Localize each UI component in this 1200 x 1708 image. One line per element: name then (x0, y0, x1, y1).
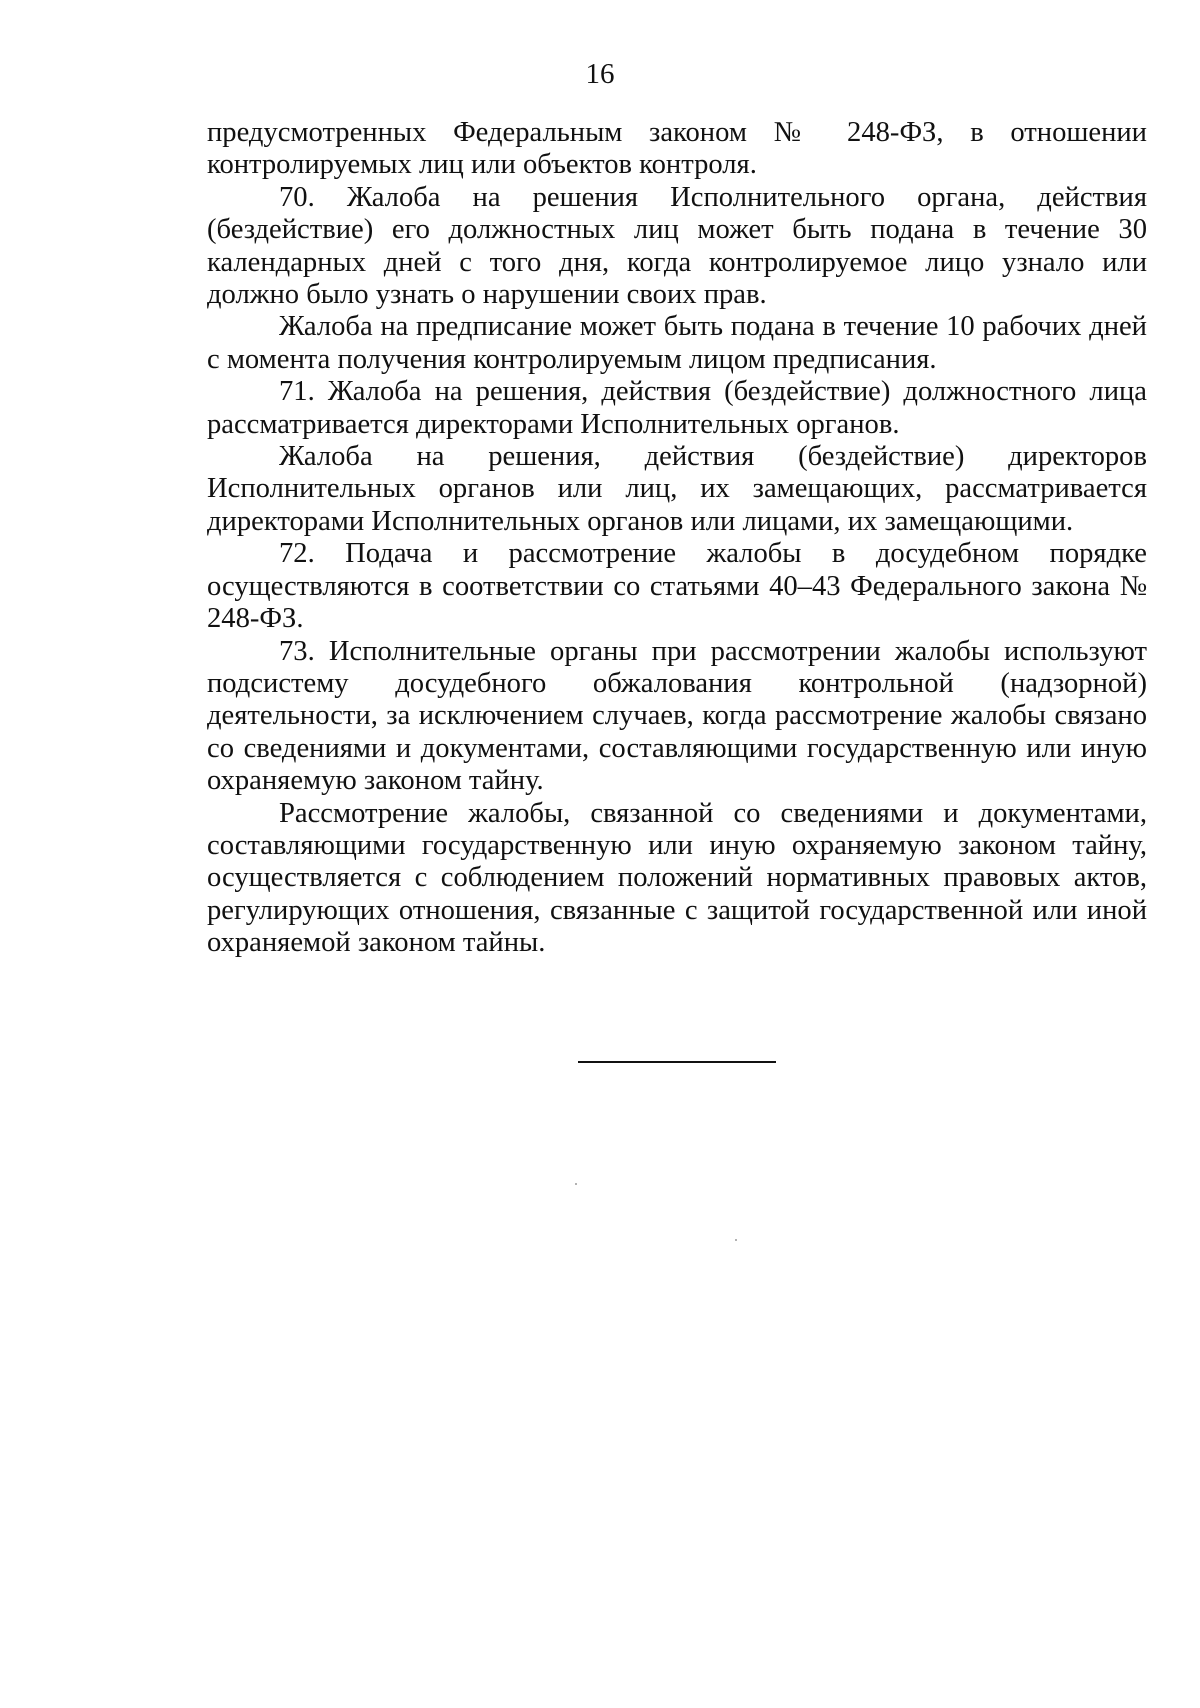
paragraph-73-secrecy: Рассмотрение жалобы, связанной со сведениями и документами, составляющими государственную или иную охраняемую законом тайну, осуществляется с соблюдением положений нормативных правовых актов, регулирующих отношения, связанные с защитой государственной или иной охраняемой законом тайны. (207, 797, 1147, 959)
paragraph-70: 70. Жалоба на решения Исполнительного органа, действия (бездействие) его должностных лиц может быть подана в течение 30 календарных дней с того дня, когда контролируемое лицо узнало или должно было узнать о нарушении своих прав. (207, 181, 1147, 311)
paragraph-71: 71. Жалоба на решения, действия (бездействие) должностного лица рассматривается директорами Исполнительных органов. (207, 376, 1147, 440)
end-of-document-rule (578, 1061, 776, 1063)
paragraph-71-directors: Жалоба на решения, действия (бездействие) директоров Исполнительных органов или лиц, их замещающих, рассматривается директорами Исполнительных органов или лицами, их замещающими. (207, 441, 1147, 537)
paragraph-73: 73. Исполнительные органы при рассмотрении жалобы используют подсистему досудебного обжалования контрольной (надзорной) деятельности, за исключением случаев, когда рассмотрение жалобы связано со сведениями и документами, составляющими государственную или иную охраняемую законом тайну. (207, 635, 1147, 797)
paragraph-72: 72. Подача и рассмотрение жалобы в досудебном порядке осуществляются в соответствии со статьями 40–43 Федерального закона № 248-ФЗ. (207, 538, 1147, 635)
document-body (207, 117, 1147, 960)
paragraph-continuation: предусмотренных Федеральным законом № 248-ФЗ, в отношении контролируемых лиц или объектов контроля. (207, 117, 1147, 181)
page-number: 16 (585, 58, 615, 90)
paragraph-70-prescription: Жалоба на предписание может быть подана в течение 10 рабочих дней с момента получения контролируемым лицом предписания. (207, 311, 1147, 375)
scan-speck (575, 1183, 577, 1185)
scan-speck (735, 1239, 737, 1241)
